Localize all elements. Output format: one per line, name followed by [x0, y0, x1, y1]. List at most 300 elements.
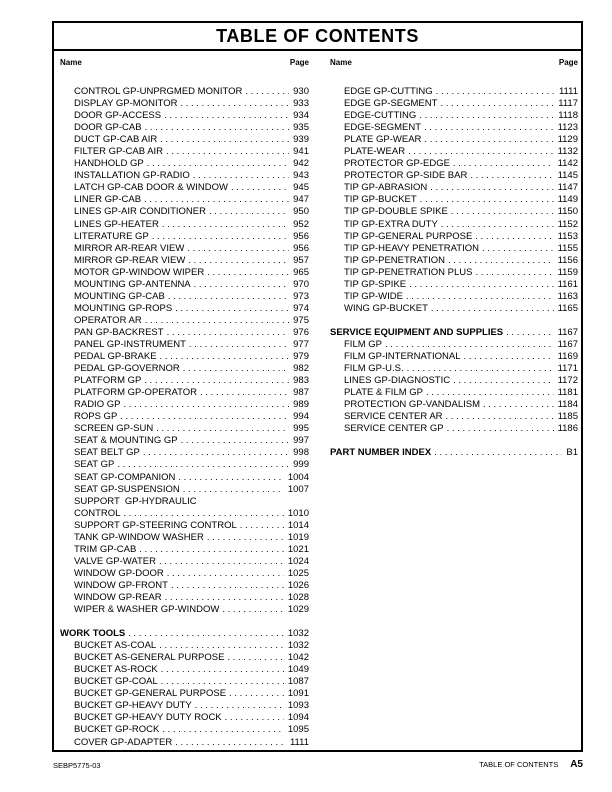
toc-entry-page: 950 — [293, 206, 309, 218]
dot-leader — [448, 255, 554, 267]
toc-row — [330, 219, 578, 231]
toc-entry-label: BUCKET GP-HEAVY DUTY — [74, 700, 192, 712]
toc-entry-page: 1181 — [557, 387, 578, 399]
toc-row — [330, 375, 578, 387]
toc-entry-label: CONTROL — [74, 507, 121, 519]
dot-leader — [117, 459, 289, 471]
toc-row — [60, 363, 309, 375]
toc-entry-page: 1172 — [557, 375, 578, 387]
toc-entry-page: B1 — [566, 447, 578, 459]
toc-entry-page: 1129 — [557, 134, 578, 146]
toc-row — [60, 219, 309, 231]
dot-leader — [409, 279, 553, 291]
dot-leader — [475, 267, 553, 279]
toc-entry-page: 1007 — [287, 483, 309, 495]
toc-entry-label: EDGE GP-CUTTING — [344, 86, 433, 97]
toc-entry-label: TIP GP-PENETRATION PLUS — [344, 266, 473, 278]
toc-row — [60, 182, 309, 194]
toc-entry-page: 1032 — [287, 640, 309, 652]
toc-entry-label: TIP GP-SPIKE — [344, 278, 407, 290]
toc-row — [60, 303, 309, 315]
dot-leader — [143, 447, 289, 459]
toc-entry-label: PLATFORM GP — [74, 375, 142, 387]
toc-row — [60, 484, 309, 496]
toc-entry-label: PEDAL GP-GOVERNOR — [74, 363, 180, 375]
toc-box — [52, 21, 583, 752]
dot-leader — [207, 532, 284, 544]
toc-entry-page: 1094 — [287, 712, 309, 724]
toc-row — [330, 206, 578, 218]
toc-entry-label: FILM GP — [344, 338, 383, 350]
toc-row — [330, 291, 578, 303]
dot-leader — [385, 339, 554, 351]
toc-entry-label: SEAT & MOUNTING GP — [74, 435, 178, 447]
toc-entry-label: SEAT GP-SUSPENSION — [74, 483, 180, 495]
dot-leader — [123, 399, 289, 411]
toc-row — [330, 399, 578, 411]
toc-entry-page: 987 — [293, 387, 309, 399]
page-title: TABLE OF CONTENTS — [216, 25, 419, 46]
toc-entry-page: 1156 — [557, 254, 578, 266]
toc-entry-label: CONTROL GP-UNPRGMED MONITOR — [74, 86, 243, 97]
toc-entry-page: 1185 — [557, 411, 578, 423]
toc-entry-page: 1145 — [557, 170, 578, 182]
toc-row — [60, 399, 309, 411]
toc-entry-page: 997 — [293, 435, 309, 447]
dot-leader — [161, 664, 284, 676]
name-column-header: Name — [330, 58, 352, 67]
footer-section-label: TABLE OF CONTENTS — [479, 760, 559, 769]
toc-row — [60, 411, 309, 423]
toc-entry-label: PLATFORM GP-OPERATOR — [74, 387, 197, 399]
dot-leader — [420, 194, 554, 206]
toc-row — [60, 459, 309, 471]
dot-leader — [470, 170, 553, 182]
toc-row — [60, 496, 309, 508]
dot-leader — [178, 472, 284, 484]
toc-entry-label: COVER GP-ADAPTER — [74, 736, 173, 748]
toc-row — [60, 556, 309, 568]
toc-row — [330, 303, 578, 315]
toc-entry-label: WIPER & WASHER GP-WINDOW — [74, 604, 220, 616]
dot-leader — [162, 219, 289, 231]
toc-row — [330, 170, 578, 182]
dot-leader — [209, 206, 289, 218]
toc-entry-label: PLATE-WEAR — [344, 146, 406, 158]
toc-entry-label: SUPPORT GP-STEERING CONTROL — [74, 519, 237, 531]
toc-row — [330, 267, 578, 279]
toc-entry-label: MOUNTING GP-ANTENNA — [74, 278, 191, 290]
toc-row — [330, 86, 578, 98]
toc-entry-page: 974 — [293, 302, 309, 314]
toc-entry-page: 941 — [293, 146, 309, 158]
toc-entry-page: 942 — [293, 158, 309, 170]
dot-leader — [231, 182, 289, 194]
dot-leader — [175, 737, 286, 749]
toc-entry-page: 1155 — [557, 242, 578, 254]
toc-row — [60, 700, 309, 712]
toc-entry-label: ROPS GP — [74, 411, 118, 423]
toc-entry-label: SERVICE CENTER GP — [344, 423, 444, 435]
toc-entry-page: 970 — [293, 278, 309, 290]
dot-leader — [166, 146, 289, 158]
toc-row — [60, 243, 309, 255]
dot-leader — [506, 327, 553, 339]
toc-entry-page: 1111 — [558, 86, 578, 97]
toc-entry-page: 1091 — [287, 688, 309, 700]
toc-entry-label: TIP GP-DOUBLE SPIKE — [344, 206, 448, 218]
dot-leader — [171, 580, 284, 592]
toc-entry-label: DOOR GP-CAB — [74, 122, 142, 134]
toc-entry-page: 995 — [293, 423, 309, 435]
toc-entry-page: 935 — [293, 122, 309, 134]
toc-entry-page: 1010 — [287, 507, 309, 519]
toc-entry-page: 994 — [293, 411, 309, 423]
toc-entry-label: MOUNTING GP-CAB — [74, 290, 165, 302]
toc-row — [60, 664, 309, 676]
dot-leader — [183, 363, 289, 375]
toc-entry-page: 1142 — [557, 158, 578, 170]
toc-row — [60, 194, 309, 206]
toc-entry-page: 975 — [293, 314, 309, 326]
toc-entry-page: 979 — [293, 351, 309, 363]
toc-entry-page: 1152 — [557, 218, 578, 230]
toc-entry-label: PLATE & FILM GP — [344, 387, 424, 399]
toc-entry-label: MOTOR GP-WINDOW WIPER — [74, 266, 205, 278]
toc-entry-label: PANEL GP-INSTRUMENT — [74, 338, 186, 350]
toc-entry-label: LATCH GP-CAB DOOR & WINDOW — [74, 182, 228, 194]
toc-entry-label: FILTER GP-CAB AIR — [74, 146, 164, 158]
dot-leader — [194, 279, 290, 291]
toc-entry-label: PEDAL GP-BRAKE — [74, 351, 157, 363]
toc-entry-label: SEAT GP-COMPANION — [74, 471, 176, 483]
dot-leader — [144, 194, 289, 206]
toc-title-band — [54, 23, 581, 51]
toc-entry-page: 982 — [293, 363, 309, 375]
toc-row — [60, 146, 309, 158]
toc-row — [60, 580, 309, 592]
dot-leader — [483, 399, 554, 411]
toc-entry-page: 1029 — [287, 604, 309, 616]
toc-entry-label: BUCKET GP-ROCK — [74, 724, 160, 736]
toc-column-right-header — [330, 58, 578, 67]
toc-entry-page: 976 — [293, 326, 309, 338]
toc-row — [60, 652, 309, 664]
toc-entry-label: TRIM GP-CAB — [74, 543, 137, 555]
toc-entry-label: SERVICE CENTER AR — [344, 411, 443, 423]
toc-row — [330, 98, 578, 110]
dot-leader — [408, 146, 554, 158]
toc-entry-label: TIP GP-HEAVY PENETRATION — [344, 242, 479, 254]
toc-row — [330, 134, 578, 146]
toc-row — [60, 206, 309, 218]
toc-entry-page: 945 — [293, 182, 309, 194]
toc-entry-page: 1117 — [558, 98, 578, 110]
toc-entry-label: SEAT GP — [74, 459, 115, 471]
dot-leader — [436, 86, 555, 98]
toc-entry-page: 1123 — [557, 122, 578, 134]
toc-entry-label: EDGE GP-SEGMENT — [344, 98, 438, 110]
toc-row — [60, 628, 309, 640]
toc-entry-page: 999 — [293, 459, 309, 471]
toc-column-left-rows — [60, 86, 309, 749]
dot-leader — [229, 688, 284, 700]
toc-row — [60, 327, 309, 339]
toc-entry-page: 1184 — [557, 399, 578, 411]
dot-leader — [189, 339, 289, 351]
dot-leader — [160, 351, 290, 363]
dot-leader — [181, 435, 290, 447]
dot-leader — [441, 219, 554, 231]
toc-entry-page: 939 — [293, 134, 309, 146]
toc-entry-label: MOUNTING GP-ROPS — [74, 302, 173, 314]
toc-entry-page: 1171 — [557, 363, 578, 375]
toc-entry-page: 965 — [293, 266, 309, 278]
dot-leader — [167, 327, 290, 339]
toc-entry-label: TANK GP-WINDOW WASHER — [74, 531, 204, 543]
toc-row — [60, 267, 309, 279]
toc-entry-label: WORK TOOLS — [60, 628, 126, 640]
dot-leader — [227, 652, 283, 664]
toc-entry-page: 1024 — [287, 555, 309, 567]
toc-row — [60, 158, 309, 170]
toc-entry-page: 1149 — [557, 194, 578, 206]
dot-leader — [240, 520, 284, 532]
toc-entry-page: 1169 — [557, 351, 578, 363]
toc-row — [60, 351, 309, 363]
toc-row — [60, 291, 309, 303]
toc-row — [330, 423, 578, 435]
toc-entry-label: DUCT GP-CAB AIR — [74, 134, 158, 146]
toc-entry-page: 1167 — [557, 338, 578, 350]
dot-leader — [451, 206, 554, 218]
toc-entry-page: 998 — [293, 447, 309, 459]
toc-row — [60, 676, 309, 688]
toc-row — [60, 592, 309, 604]
toc-entry-label: TIP GP-ABRASION — [344, 182, 428, 194]
toc-entry-label: TIP GP-WIDE — [344, 290, 403, 302]
toc-entry-label: FILM GP-U.S. — [344, 363, 404, 375]
toc-row — [330, 146, 578, 158]
toc-row — [60, 737, 309, 749]
toc-entry-page: 1159 — [557, 266, 578, 278]
name-column-header: Name — [60, 58, 82, 67]
toc-entry-page: 1153 — [557, 230, 578, 242]
dot-leader — [222, 604, 284, 616]
toc-entry-label: PAN GP-BACKREST — [74, 326, 164, 338]
toc-entry-page: 947 — [293, 194, 309, 206]
toc-entry-page: 1032 — [287, 628, 309, 640]
toc-entry-label: MIRROR GP-REAR VIEW — [74, 254, 186, 266]
toc-row — [330, 327, 578, 339]
toc-entry-label: PLATE GP-WEAR — [344, 134, 422, 146]
dot-leader — [463, 351, 553, 363]
toc-entry-label: SUPPORT GP-HYDRAULIC — [74, 495, 197, 507]
dot-leader — [123, 508, 283, 520]
dot-leader — [475, 231, 553, 243]
toc-row — [60, 435, 309, 447]
toc-row — [330, 194, 578, 206]
toc-row — [330, 411, 578, 423]
toc-row — [330, 255, 578, 267]
toc-row — [60, 472, 309, 484]
dot-leader — [431, 303, 554, 315]
toc-row — [60, 724, 309, 736]
dot-leader — [200, 387, 289, 399]
dot-leader — [175, 303, 289, 315]
dot-leader — [144, 375, 289, 387]
dot-leader — [152, 231, 289, 243]
dot-leader — [453, 375, 553, 387]
toc-entry-page: 934 — [293, 110, 309, 122]
toc-entry-page: 1021 — [287, 543, 309, 555]
toc-entry-label: TIP GP-GENERAL PURPOSE — [344, 230, 473, 242]
toc-entry-label: SCREEN GP-SUN — [74, 423, 154, 435]
dot-leader — [120, 411, 289, 423]
toc-entry-page: 989 — [293, 399, 309, 411]
dot-leader — [447, 423, 554, 435]
toc-entry-label: TIP GP-BUCKET — [344, 194, 417, 206]
toc-row — [60, 170, 309, 182]
toc-row — [60, 122, 309, 134]
toc-entry-page: 956 — [293, 230, 309, 242]
toc-entry-page: 1025 — [287, 567, 309, 579]
toc-entry-page: 977 — [293, 338, 309, 350]
dot-leader — [225, 712, 284, 724]
toc-row — [60, 134, 309, 146]
toc-entry-page: 1186 — [557, 423, 578, 435]
dot-leader — [167, 568, 284, 580]
toc-row — [60, 688, 309, 700]
toc-row — [60, 447, 309, 459]
toc-entry-page: 1132 — [557, 146, 578, 158]
toc-row — [330, 158, 578, 170]
toc-column-left — [60, 51, 309, 752]
dot-leader — [434, 447, 562, 459]
toc-entry-label: BUCKET GP-COAL — [74, 676, 158, 688]
toc-row — [60, 520, 309, 532]
toc-row — [60, 279, 309, 291]
dot-leader — [207, 267, 289, 279]
dot-leader — [164, 110, 289, 122]
toc-spacer — [60, 616, 309, 628]
toc-entry-label: RADIO GP — [74, 399, 121, 411]
toc-column-right — [330, 51, 578, 752]
toc-row — [330, 122, 578, 134]
toc-row — [60, 339, 309, 351]
toc-entry-label: SEAT BELT GP — [74, 447, 140, 459]
toc-entry-label: PROTECTOR GP-SIDE BAR — [344, 170, 468, 182]
dot-leader — [145, 315, 289, 327]
dot-leader — [430, 182, 553, 194]
dot-leader — [419, 110, 554, 122]
toc-entry-page: 973 — [293, 290, 309, 302]
toc-entry-label: INSTALLATION GP-RADIO — [74, 170, 190, 182]
dot-leader — [128, 628, 284, 640]
toc-entry-label: TIP GP-EXTRA DUTY — [344, 218, 438, 230]
toc-row — [60, 544, 309, 556]
toc-entry-label: BUCKET AS-GENERAL PURPOSE — [74, 652, 225, 664]
toc-row — [330, 182, 578, 194]
toc-entry-label: PART NUMBER INDEX — [330, 447, 432, 459]
toc-entry-page: 1163 — [557, 290, 578, 302]
toc-row — [60, 568, 309, 580]
toc-entry-page: 1118 — [558, 110, 578, 122]
footer-page-number: A5 — [570, 759, 583, 770]
toc-entry-label: OPERATOR AR — [74, 314, 142, 326]
toc-row — [60, 255, 309, 267]
footer-page-info — [479, 759, 583, 770]
toc-content — [54, 51, 581, 752]
toc-entry-page: 1111 — [289, 736, 309, 748]
toc-entry-label: MIRROR AR-REAR VIEW — [74, 242, 185, 254]
dot-leader — [160, 134, 289, 146]
toc-entry-page: 1049 — [287, 664, 309, 676]
footer-document-number: SEBP5775-03 — [53, 761, 101, 770]
toc-row — [60, 712, 309, 724]
toc-row — [330, 231, 578, 243]
page-column-header: Page — [289, 58, 309, 67]
dot-leader — [446, 411, 554, 423]
toc-entry-label: LINES GP-AIR CONDITIONER — [74, 206, 206, 218]
toc-entry-page: 933 — [293, 98, 309, 110]
toc-entry-label: LINES GP-HEATER — [74, 218, 159, 230]
toc-row — [330, 279, 578, 291]
toc-row — [330, 351, 578, 363]
toc-entry-label: LITERATURE GP — [74, 230, 149, 242]
toc-row — [330, 339, 578, 351]
dot-leader — [440, 98, 554, 110]
toc-entry-label: HANDHOLD GP — [74, 158, 144, 170]
toc-row — [330, 387, 578, 399]
toc-entry-page: 1093 — [287, 700, 309, 712]
toc-row — [330, 110, 578, 122]
toc-row — [60, 532, 309, 544]
toc-entry-label: WING GP-BUCKET — [344, 302, 428, 314]
toc-entry-label: BUCKET AS-ROCK — [74, 664, 158, 676]
toc-spacer — [330, 315, 578, 327]
toc-entry-page: 957 — [293, 254, 309, 266]
toc-entry-label: DOOR GP-ACCESS — [74, 110, 162, 122]
dot-leader — [156, 423, 289, 435]
toc-entry-page: 952 — [293, 218, 309, 230]
toc-row — [60, 640, 309, 652]
toc-entry-page: 1019 — [287, 531, 309, 543]
toc-row — [60, 86, 309, 98]
toc-row — [60, 604, 309, 616]
toc-row — [60, 231, 309, 243]
toc-column-right-rows — [330, 86, 578, 459]
toc-entry-label: EDGE-SEGMENT — [344, 122, 422, 134]
toc-entry-label: EDGE-CUTTING — [344, 110, 417, 122]
toc-row — [60, 98, 309, 110]
toc-entry-label: LINES GP-DIAGNOSTIC — [344, 375, 451, 387]
toc-spacer — [330, 435, 578, 447]
toc-row — [60, 387, 309, 399]
toc-entry-label: VALVE GP-WATER — [74, 555, 156, 567]
toc-entry-label: WINDOW GP-DOOR — [74, 567, 164, 579]
toc-entry-page: 1026 — [287, 579, 309, 591]
toc-entry-page: 943 — [293, 170, 309, 182]
dot-leader — [193, 170, 289, 182]
dot-leader — [245, 86, 289, 98]
toc-entry-page: 1161 — [557, 278, 578, 290]
toc-entry-label: TIP GP-PENETRATION — [344, 254, 445, 266]
dot-leader — [424, 134, 553, 146]
toc-entry-page: 1042 — [287, 652, 309, 664]
toc-entry-label: PROTECTOR GP-EDGE — [344, 158, 450, 170]
dot-leader — [183, 484, 284, 496]
